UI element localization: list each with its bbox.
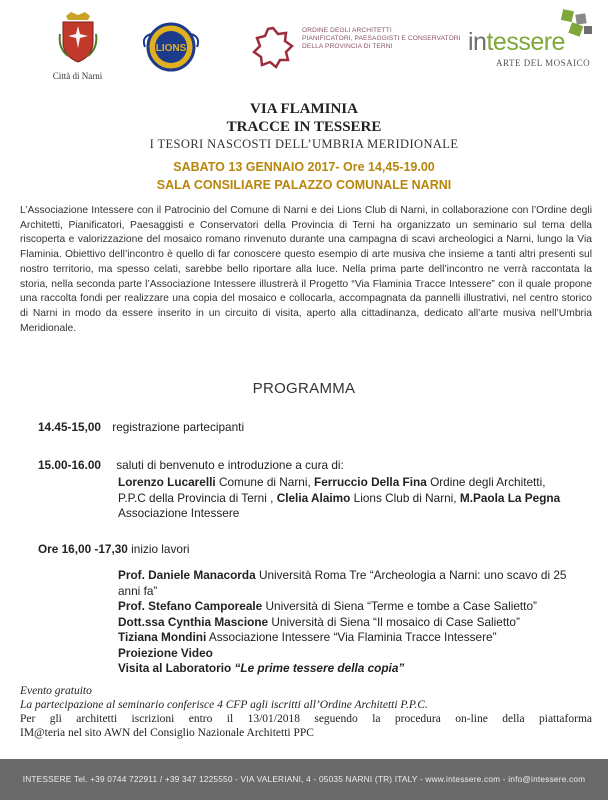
talk-detail: Associazione Intessere “Via Flaminia Tracce Intessere” (206, 630, 497, 644)
speaker-name: Ferruccio Della Fina (314, 475, 427, 489)
slot-2-time: 15.00-16.00 (38, 458, 101, 472)
speaker-role: Associazione Intessere (118, 506, 240, 520)
slot-2-text: saluti di benvenuto e introduzione a cura di: (116, 458, 344, 472)
event-info (0, 158, 608, 194)
lab-title: “Le prime tessere della copia” (231, 661, 405, 675)
footnote-free-event: Evento gratuito (20, 685, 92, 697)
slot-1-time: 14.45-15,00 (38, 420, 101, 434)
slot-3-text: inizio lavori (127, 542, 190, 556)
slot-2-speakers (118, 475, 570, 522)
footnote-imateria: IM@teria nel sito AWN del Consiglio Nazionale Architetti PPC (20, 727, 314, 739)
logo-header (0, 0, 608, 90)
talk-item (118, 568, 570, 599)
talks-list (118, 568, 570, 677)
talk-detail: Università di Siena “Il mosaico di Case Salietto” (268, 614, 520, 629)
talk-item (118, 599, 570, 615)
intessere-word-a: in (468, 28, 487, 56)
event-date: SABATO 13 GENNAIO 2017- Ore 14,45-19.00 (173, 160, 435, 174)
title-line-3: I TESORI NASCOSTI DELL’UMBRIA MERIDIONALE (149, 137, 459, 151)
slot-3-time: Ore 16,00 -17,30 (38, 542, 128, 556)
architects-line-1: ORDINE DEGLI ARCHITETTI (302, 27, 392, 34)
talk-speaker: Prof. Stefano Camporeale (118, 599, 263, 613)
footnote-block (20, 684, 592, 740)
talk-detail: Università Roma Tre “Archeologia a Narni: uno scavo di 25 anni fa” (118, 568, 567, 598)
slot-1-text: registrazione partecipanti (112, 420, 245, 434)
intessere-wordmark (468, 28, 565, 57)
speaker-role: Comune di Narni, (215, 475, 315, 489)
architects-name (302, 27, 461, 51)
lions-club-logo (143, 22, 199, 77)
talk-item (118, 615, 570, 631)
narni-crest-logo (50, 12, 105, 81)
speaker-name: M.Paola La Pegna (459, 490, 561, 505)
footer-contact-bar: INTESSERE Tel. +39 0744 722911 / +39 347 1225550 - VIA VALERIANI, 4 - 05035 NARNI (TR) ITALY - www.intessere.com - info@intessere.com (0, 759, 608, 800)
speaker-name: Clelia Alaimo (276, 490, 351, 505)
ordine-architetti-logo (250, 24, 461, 74)
speaker-role: Lions Club di Narni, (350, 490, 460, 505)
architects-line-2: PIANIFICATORI, PAESAGGISTI E CONSERVATORI (302, 35, 461, 42)
talk-item (118, 630, 570, 646)
footnote-registration: Per gli architetti iscrizioni entro il 13/01/2018 seguendo la procedura on-line della piattaforma (20, 713, 592, 725)
talk-speaker: Prof. Daniele Manacorda (118, 568, 256, 582)
narni-caption: Città di Narni (52, 71, 103, 81)
architects-mark-icon (250, 24, 296, 70)
event-place: SALA CONSILIARE PALAZZO COMUNALE NARNI (156, 178, 452, 192)
slot-1 (38, 420, 244, 434)
title-line-1: VIA FLAMINIA (250, 101, 358, 117)
lab-item (118, 661, 570, 677)
title-line-2: TRACCE IN TESSERE (226, 119, 382, 135)
lab-label: Visita al Laboratorio (118, 661, 232, 675)
intessere-logo (468, 10, 598, 74)
speaker-name: Lorenzo Lucarelli (118, 475, 216, 489)
slot-2 (38, 458, 344, 472)
talk-detail: Università di Siena “Terme e tombe a Case Salietto” (262, 599, 537, 613)
slot-3 (38, 542, 190, 556)
talk-speaker: Tiziana Mondini (118, 630, 207, 644)
architects-line-3: DELLA PROVINCIA DI TERNI (302, 43, 393, 50)
footnote-cfp: La partecipazione al seminario conferisce 4 CFP agli iscritti all’Ordine Architetti P.P.C. (20, 699, 428, 711)
lions-text: LIONS (155, 43, 187, 54)
intessere-word-b: tessere (486, 28, 565, 56)
programma-title: PROGRAMMA (252, 380, 356, 397)
video-item: Proiezione Video (118, 645, 213, 660)
talk-speaker: Dott.ssa Cynthia Mascione (118, 614, 269, 629)
intessere-subtitle: ARTE DEL MOSAICO (496, 58, 591, 68)
lions-emblem-icon (143, 22, 199, 72)
speaker-role: Ordine degli Architetti, P.P.C della Provincia di Terni , (118, 475, 546, 505)
title-block (0, 100, 608, 152)
crest-icon (58, 12, 98, 64)
intro-paragraph: L’Associazione Intessere con il Patrocinio del Comune di Narni e dei Lions Club di Narni, in collaborazione con l’Ordine degli Architetti, Pianificatori, Paesaggisti e Conservatori della Provincia di Terni ha organizzato un seminario sul tema della riscoperta e valorizzazione del mosaico romano rinvenuto durante una campagna di scavi archeologici a Narni, lungo la Via Flaminia. Obiettivo dell’incontro è quello di far conoscere questo esempio di arte musiva che insieme a tanti altri presenti sul nostro territorio, ma spesso celati, sarebbe bello riportare alla luce. Nella prima parte dell’incontro ne verrà raccontata la storia, nella seconda parte l’Associazione Intessere illustrerà il Progetto “Via Flaminia Tracce Intessere” con il quale propone una raccolta fondi per realizzare una copia del mosaico e collocarla, accompagnata da pannelli illustrativi, nel centro storico di Narni in modo da essere inserito in un circuito di visita, aperto alla cittadinanza, dedicato all’arte musiva nell’Umbria Meridionale. (20, 205, 592, 334)
